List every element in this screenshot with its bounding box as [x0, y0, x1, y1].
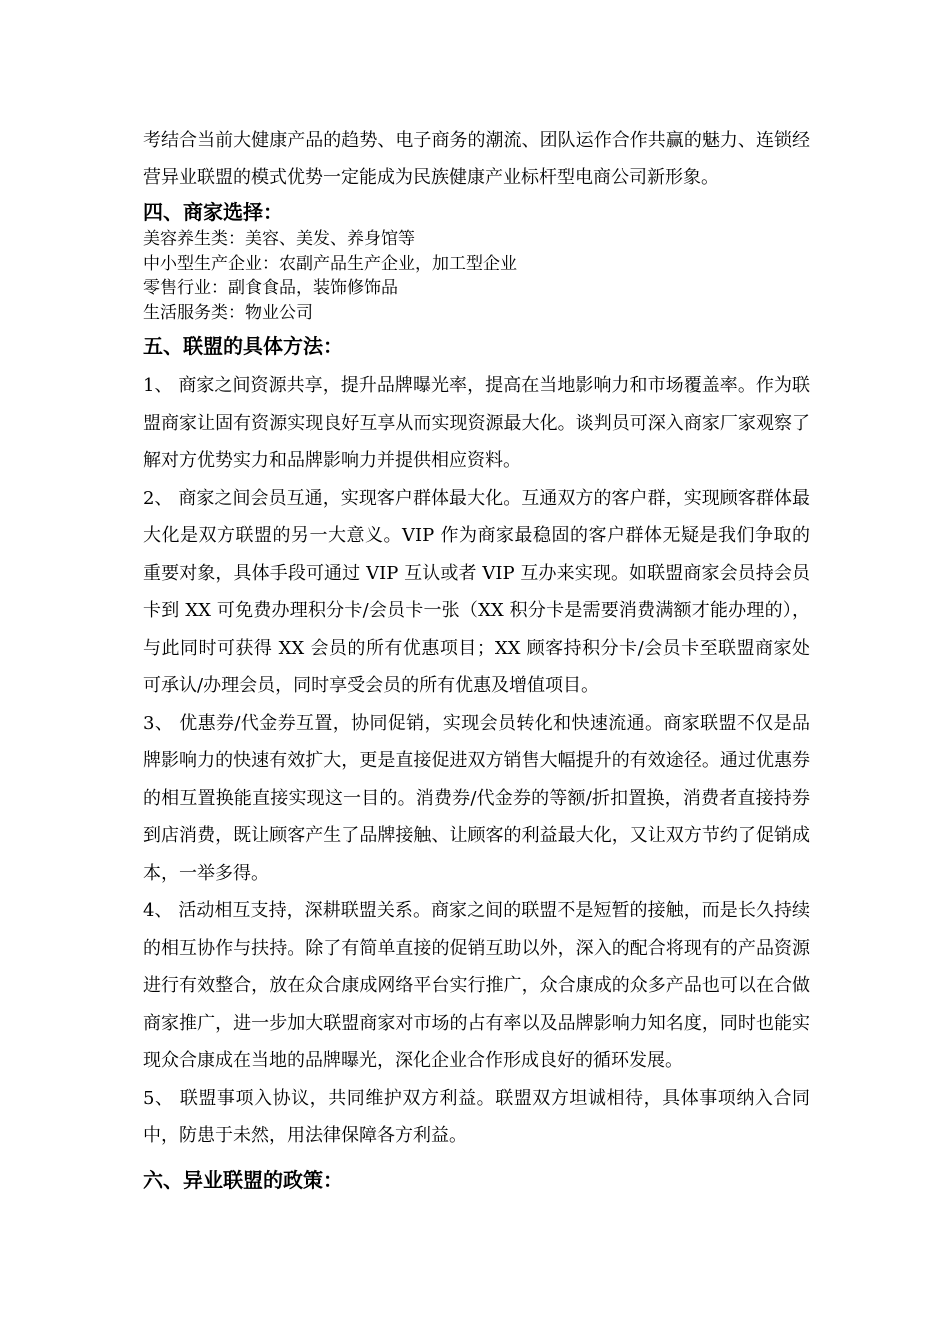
- method-paragraph-2: 2、 商家之间会员互通，实现客户群体最大化。互通双方的客户群，实现顾客群体最大化是双方联盟的另一大意义。VIP 作为商家最稳固的客户群体无疑是我们争取的重要对象，具体手段可通过 VIP 互认或者 VIP 互办来实现。如联盟商家会员持会员卡到 XX 可免费办理积分卡/会员卡一张（XX 积分卡是需要消费满额才能办理的），与此同时可获得 XX 会员的所有优惠项目；XX 顾客持积分卡/会员卡至联盟商家处可承认/办理会员，同时享受会员的所有优惠及增值项目。: [143, 487, 810, 696]
- document-body: [143, 122, 810, 1201]
- merchant-category-manufacturing: 中小型生产企业：农副产品生产企业，加工型企业: [143, 253, 517, 274]
- merchant-category-services: 生活服务类：物业公司: [143, 302, 313, 323]
- intro-paragraph: 考结合当前大健康产品的趋势、电子商务的潮流、团队运作合作共赢的魅力、连锁经营异业联盟的模式优势一定能成为民族健康产业标杆型电商公司新形象。: [143, 130, 810, 188]
- section-4-heading: 四、商家选择：: [143, 200, 283, 224]
- section-5-heading: 五、联盟的具体方法：: [143, 334, 343, 358]
- section-6-heading: 六、异业联盟的政策：: [143, 1167, 343, 1192]
- method-paragraph-4: 4、 活动相互支持，深耕联盟关系。商家之间的联盟不是短暂的接触，而是长久持续的相互协作与扶持。除了有简单直接的促销互助以外，深入的配合将现有的产品资源进行有效整合，放在众合康成网络平台实行推广，众合康成的众多产品也可以在合做商家推广，进一步加大联盟商家对市场的占有率以及品牌影响力知名度，同时也能实现众合康成在当地的品牌曝光，深化企业合作形成良好的循环发展。: [143, 900, 810, 1071]
- method-paragraph-3: 3、 优惠券/代金券互置，协同促销，实现会员转化和快速流通。商家联盟不仅是品牌影响力的快速有效扩大，更是直接促进双方销售大幅提升的有效途径。通过优惠券的相互置换能直接实现这一目的。消费券/代金券的等额/折扣置换，消费者直接持券到店消费，既让顾客产生了品牌接触、让顾客的利益最大化，又让双方节约了促销成本，一举多得。: [143, 712, 810, 884]
- merchant-category-retail: 零售行业：副食食品，装饰修饰品: [143, 278, 398, 298]
- merchant-category-beauty: 美容养生类：美容、美发、养身馆等: [143, 229, 415, 249]
- method-paragraph-1: 1、 商家之间资源共享，提升品牌曝光率，提高在当地影响力和市场覆盖率。作为联盟商家让固有资源实现良好互享从而实现资源最大化。谈判员可深入商家厂家观察了解对方优势实力和品牌影响力并提供相应资料。: [143, 375, 810, 471]
- method-paragraph-5: 5、 联盟事项入协议，共同维护双方利益。联盟双方坦诚相待，具体事项纳入合同中，防患于未然，用法律保障各方利益。: [143, 1087, 810, 1146]
